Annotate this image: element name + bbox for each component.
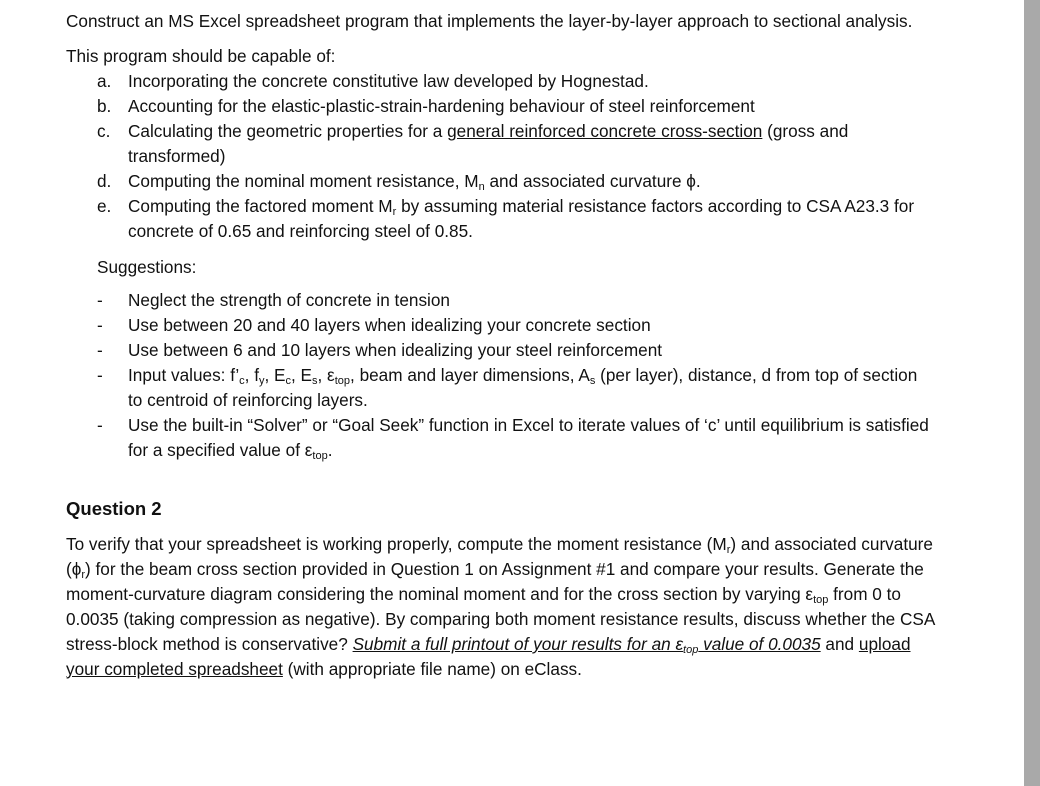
list-item-text: , ε	[317, 365, 335, 385]
body-text: and	[820, 634, 859, 654]
document-page	[66, 9, 936, 682]
capabilities-lead: This program should be capable of:	[66, 46, 336, 66]
subscript: r	[81, 569, 86, 581]
list-item	[66, 69, 936, 94]
list-item-text: (gross and transformed)	[128, 121, 849, 166]
intro-paragraph: Construct an MS Excel spreadsheet program that implements the layer-by-layer approach to sectional analysis.	[66, 11, 913, 31]
list-item	[66, 413, 936, 463]
underlined-phrase: value of 0.0035	[698, 634, 821, 654]
list-item-text: Use between 20 and 40 layers when idealizing your concrete section	[128, 315, 651, 335]
list-item-text: (per layer), distance, d from top of section to centroid of reinforcing layers.	[128, 365, 918, 410]
underlined-phrase: general reinforced concrete cross-section	[447, 121, 763, 141]
subscript: r	[726, 544, 731, 556]
capabilities-list	[66, 69, 936, 244]
list-item	[66, 119, 936, 169]
list-item	[66, 194, 936, 244]
dash-bullet: -	[97, 290, 103, 310]
list-item-text: Use between 6 and 10 layers when idealizing your steel reinforcement	[128, 340, 663, 360]
upload-instruction: upload your completed spreadsheet	[66, 634, 911, 679]
subscript: top	[312, 450, 328, 462]
list-item-text: Input values: f’	[128, 365, 240, 385]
body-text: To verify that your spreadsheet is working properly, compute the moment resistance (M	[66, 534, 727, 554]
dash-bullet: -	[97, 315, 103, 335]
dash-bullet: -	[97, 365, 103, 385]
body-text: (with appropriate file name) on eClass.	[282, 659, 582, 679]
list-item	[66, 338, 936, 363]
list-item-text: , beam and layer dimensions, A	[350, 365, 590, 385]
underlined-phrase: Submit a full printout of your results for an ε	[352, 634, 684, 654]
list-item-text: and associated curvature ϕ.	[484, 171, 701, 191]
subscript: s	[589, 375, 596, 387]
subscript: c	[285, 375, 291, 387]
suggestions-title: Suggestions:	[97, 257, 197, 277]
question-2-heading: Question 2	[66, 498, 162, 519]
list-item-text: Use the built-in “Solver” or “Goal Seek” function in Excel to iterate values of ‘c’ until equilibrium is satisfied for a specified value of ε	[128, 415, 929, 460]
subscript: s	[312, 375, 318, 387]
list-item	[66, 313, 936, 338]
list-item-text: Neglect the strength of concrete in tension	[128, 290, 450, 310]
question-2-body	[66, 532, 936, 682]
list-item-text: Computing the factored moment M	[128, 196, 393, 216]
dash-bullet: -	[97, 340, 103, 360]
list-item-text: by assuming material resistance factors according to CSA A23.3 for concrete of 0.65 and reinforcing steel of 0.85.	[128, 196, 915, 241]
list-item-text: , f	[244, 365, 259, 385]
list-item	[66, 169, 936, 194]
body-text: from 0 to 0.0035 (taking compression as negative). By comparing both moment resistance results, discuss whether the CSA stress-block method is conservative?	[66, 584, 935, 654]
suggestions-list	[66, 288, 936, 463]
list-item-text: , E	[290, 365, 312, 385]
subscript: top	[683, 644, 699, 656]
list-marker: e.	[97, 196, 112, 216]
list-marker: b.	[97, 96, 112, 116]
subscript: r	[392, 206, 397, 218]
list-item-text: Incorporating the concrete constitutive law developed by Hognestad.	[128, 71, 649, 91]
list-item-text: Accounting for the elastic-plastic-strain-hardening behaviour of steel reinforcement	[128, 96, 755, 116]
list-item	[66, 363, 936, 413]
list-item	[66, 288, 936, 313]
list-item-text: , E	[264, 365, 286, 385]
body-text: ) for the beam cross section provided in Question 1 on Assignment #1 and compare your results. Generate the moment-curvature diagram considering the nominal moment and for the cross section by varying ε	[66, 559, 924, 604]
list-item-text: Computing the nominal moment resistance, M	[128, 171, 479, 191]
list-marker: d.	[97, 171, 112, 191]
submit-instruction	[353, 634, 821, 654]
list-marker: a.	[97, 71, 112, 91]
list-item-text: .	[327, 440, 333, 460]
dash-bullet: -	[97, 415, 103, 435]
subscript: n	[478, 181, 485, 193]
list-item-text: Calculating the geometric properties for a	[128, 121, 448, 141]
body-text: ) and associated curvature (ϕ	[66, 534, 933, 579]
subscript: top	[334, 375, 351, 387]
vertical-scrollbar[interactable]	[1024, 0, 1040, 786]
list-marker: c.	[97, 121, 111, 141]
subscript: c	[239, 375, 245, 387]
list-item	[66, 94, 936, 119]
subscript: top	[813, 594, 829, 606]
subscript: y	[258, 375, 265, 387]
